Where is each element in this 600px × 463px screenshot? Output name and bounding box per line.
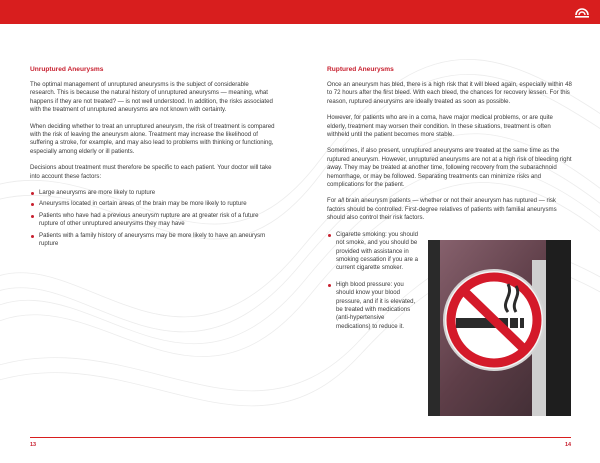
- ruptured-paragraph-1: Once an aneurysm has bled, there is a high risk that it will bleed again, especially within 48 to 72 hours after the first bleed. With each bleed, the chances for recovery lessen. For this reason, ruptured aneurysms are ideally treated as soon as possible.: [327, 81, 572, 105]
- list-item: Large aneurysms are more likely to rupture: [30, 189, 275, 197]
- page-number-left: 13: [30, 442, 37, 448]
- page-number-right: 14: [565, 442, 572, 448]
- list-item: Patients with a family history of aneurysms may be more likely to have an aneurysm rupture: [30, 232, 275, 249]
- aneurysm-logo-icon: [574, 4, 590, 20]
- ruptured-paragraph-3: Sometimes, if also present, unruptured aneurysms are treated at the same time as the ruptured aneurysm. However, unruptured aneurysms are not at a high risk of bleeding right away. They may be treated at another time, following recovery from the subarachnoid hemorrhage, or may be followed. Separating treatments can minimize risks and complications for the patient.: [327, 147, 572, 189]
- list-item: Aneurysms located in certain areas of the brain may be more likely to rupture: [30, 200, 275, 208]
- list-item: High blood pressure: you should know your blood pressure, and if it is elevated, be treated with medications (anti-hypertensive medications) to reduce it.: [327, 281, 419, 331]
- unruptured-paragraph-2: When deciding whether to treat an unruptured aneurysm, the risk of treatment is compared with the risk of leaving the aneurysm alone. Treatment may increase the likelihood of suffering a stroke, for example, and may also lead to problems with thinking or functioning, especially among elderly or ill patients.: [30, 122, 275, 155]
- p4-post: brain aneurysm patients — whether or not their aneurysm has ruptured — risk factors should be controlled. First-degree relatives of patients with familial aneurysms should also control their risk factors.: [327, 197, 557, 222]
- unruptured-paragraph-1: The optimal management of unruptured aneurysms is the subject of considerable research. This is because the natural history of unruptured aneurysms — meaning, what happens if they are not treated? — is not well understood. In addition, the risks associated with the treatment of unruptured aneurysms are not known with certainty.: [30, 81, 273, 114]
- list-item: Patients who have had a previous aneurysm rupture are at greater risk of a future rupture of other unruptured aneurysms they may have: [30, 212, 275, 229]
- factor-list: [30, 189, 275, 248]
- ruptured-paragraph-2: However, for patients who are in a coma, have major medical problems, or are quite elderly, treatment may worsen their condition. In these situations, treatment is often withheld until the patient becomes more stable.: [327, 114, 553, 139]
- list-item: Cigarette smoking: you should not smoke, and you should be provided with assistance in smoking cessation if you are a current cigarette smoker.: [327, 231, 419, 273]
- risk-factor-list: [327, 231, 419, 331]
- p4-emphasis: all: [337, 197, 344, 205]
- footer-rule: [30, 437, 571, 438]
- no-smoking-sign-icon: [428, 240, 571, 416]
- header-bar: [0, 0, 600, 24]
- no-smoking-photo: [428, 240, 571, 416]
- unruptured-heading: Unruptured Aneurysms: [30, 66, 104, 73]
- ruptured-heading: Ruptured Aneurysms: [327, 66, 394, 73]
- p4-pre: For: [327, 197, 338, 205]
- ruptured-paragraph-4: [327, 197, 572, 222]
- unruptured-paragraph-3: Decisions about treatment must therefore be specific to each patient. Your doctor will take into account these factors:: [30, 164, 272, 180]
- left-column: [30, 66, 275, 257]
